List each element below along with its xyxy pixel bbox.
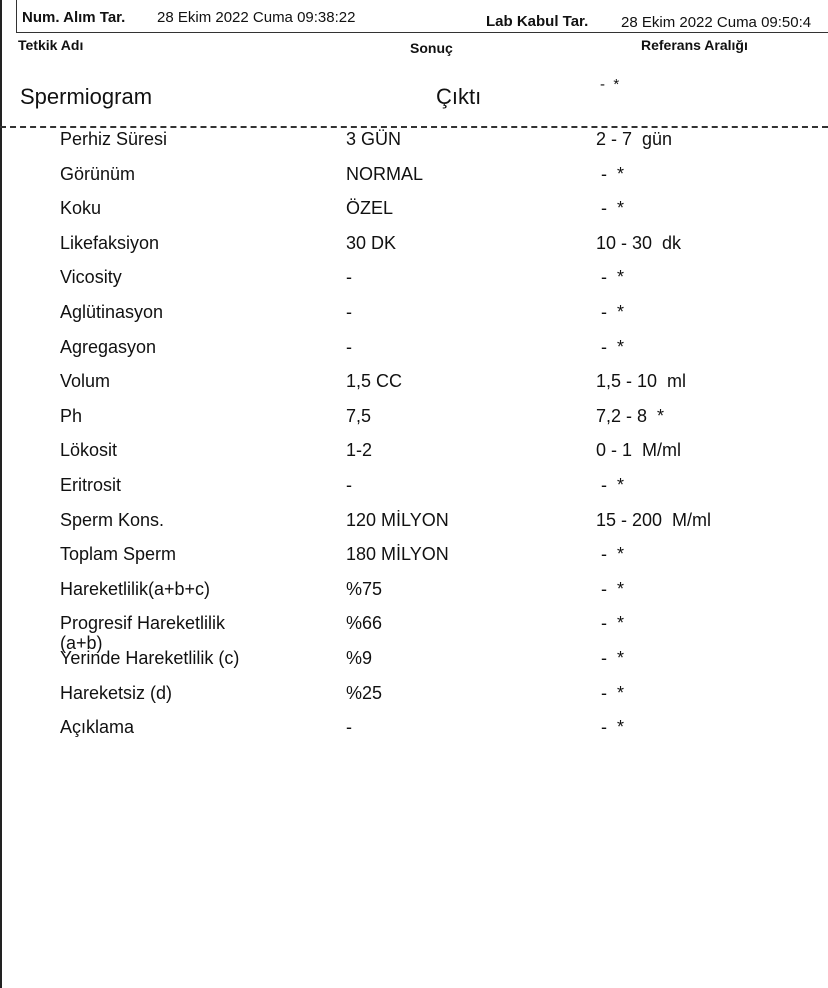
row-result: - xyxy=(346,267,352,288)
sample-date-value: 28 Ekim 2022 Cuma 09:38:22 xyxy=(157,9,356,26)
row-reference: - * xyxy=(596,648,625,668)
row-result: %75 xyxy=(346,578,383,599)
row-test-name: Agregasyon xyxy=(60,336,157,357)
row-reference: 1,5 - 10 ml xyxy=(596,371,687,392)
row-result: 180 MİLYON xyxy=(346,544,449,565)
row-result: 120 MİLYON xyxy=(346,509,449,530)
row-result: %66 xyxy=(346,613,383,634)
row-test-name: Eritrosit xyxy=(60,475,122,495)
row-result: 30 DK xyxy=(346,232,397,253)
row-test-name: Vicosity xyxy=(60,267,122,288)
table-row xyxy=(0,544,828,578)
test-result: Çıktı xyxy=(436,84,482,109)
table-row xyxy=(0,440,828,474)
row-test-name: Açıklama xyxy=(60,717,135,738)
lab-accept-label: Lab Kabul Tar. xyxy=(486,13,589,30)
row-test-name: Yerinde Hareketlilik (c) xyxy=(60,648,240,668)
table-row xyxy=(0,579,828,613)
row-result: NORMAL xyxy=(346,163,424,184)
table-row xyxy=(0,267,828,301)
table-row xyxy=(0,302,828,336)
row-test-name: Aglütinasyon xyxy=(60,302,164,322)
row-test-name: Hareketlilik(a+b+c) xyxy=(60,578,211,599)
row-reference: - * xyxy=(596,267,625,288)
row-reference: 7,2 - 8 * xyxy=(596,405,665,426)
test-reference: - * xyxy=(600,76,620,93)
row-test-name: Koku xyxy=(60,198,102,219)
table-row xyxy=(0,475,828,509)
column-header-result: Sonuç xyxy=(410,40,453,56)
row-reference: 10 - 30 dk xyxy=(596,232,682,253)
row-test-name: Perhiz Süresi xyxy=(60,129,168,149)
row-reference: - * xyxy=(596,198,625,219)
table-row xyxy=(0,129,828,163)
row-test-name: Görünüm xyxy=(60,163,136,184)
row-result: - xyxy=(346,475,352,495)
table-row xyxy=(0,683,828,717)
table-row xyxy=(0,406,828,440)
row-result: 3 GÜN xyxy=(346,129,402,149)
row-reference: - * xyxy=(596,163,625,184)
column-header-reference: Referans Aralığı xyxy=(641,37,748,53)
table-row xyxy=(0,233,828,267)
row-test-name: Ph xyxy=(60,405,83,426)
lab-accept-value: 28 Ekim 2022 Cuma 09:50:4 xyxy=(621,14,812,31)
row-reference: 0 - 1 M/ml xyxy=(596,440,682,461)
row-reference: 15 - 200 M/ml xyxy=(596,509,712,530)
sample-date-label: Num. Alım Tar. xyxy=(22,9,126,26)
row-reference: 2 - 7 gün xyxy=(596,129,673,149)
row-test-name: Hareketsiz (d) xyxy=(60,682,173,703)
table-row xyxy=(0,613,828,654)
table-row xyxy=(0,164,828,198)
table-row xyxy=(0,717,828,751)
row-test-name: Volum xyxy=(60,371,111,392)
row-result: 1-2 xyxy=(346,440,373,461)
row-test-name: Progresif Hareketlilik (a+b) xyxy=(60,613,226,654)
row-reference: - * xyxy=(596,475,625,495)
table-row xyxy=(0,337,828,371)
row-reference: - * xyxy=(596,544,625,565)
row-reference: - * xyxy=(596,682,625,703)
table-row xyxy=(0,198,828,232)
row-test-name: Sperm Kons. xyxy=(60,509,165,530)
section-divider xyxy=(0,126,828,128)
table-row xyxy=(0,510,828,544)
table-row xyxy=(0,371,828,405)
test-name: Spermiogram xyxy=(20,84,153,109)
row-result: - xyxy=(346,717,352,738)
row-reference: - * xyxy=(596,613,625,634)
row-result: - xyxy=(346,302,352,322)
row-test-name: Lökosit xyxy=(60,440,118,461)
row-result: 1,5 CC xyxy=(346,371,403,392)
row-reference: - * xyxy=(596,717,625,738)
row-result: - xyxy=(346,336,352,357)
column-header-test-name: Tetkik Adı xyxy=(18,37,84,53)
table-row xyxy=(0,648,828,682)
row-result: 7,5 xyxy=(346,405,372,426)
row-reference: - * xyxy=(596,302,625,322)
row-result: %9 xyxy=(346,648,373,668)
row-reference: - * xyxy=(596,578,625,599)
row-reference: - * xyxy=(596,336,625,357)
row-test-name: Likefaksiyon xyxy=(60,232,160,253)
row-result: ÖZEL xyxy=(346,198,394,219)
row-test-name: Toplam Sperm xyxy=(60,544,177,565)
row-result: %25 xyxy=(346,682,383,703)
